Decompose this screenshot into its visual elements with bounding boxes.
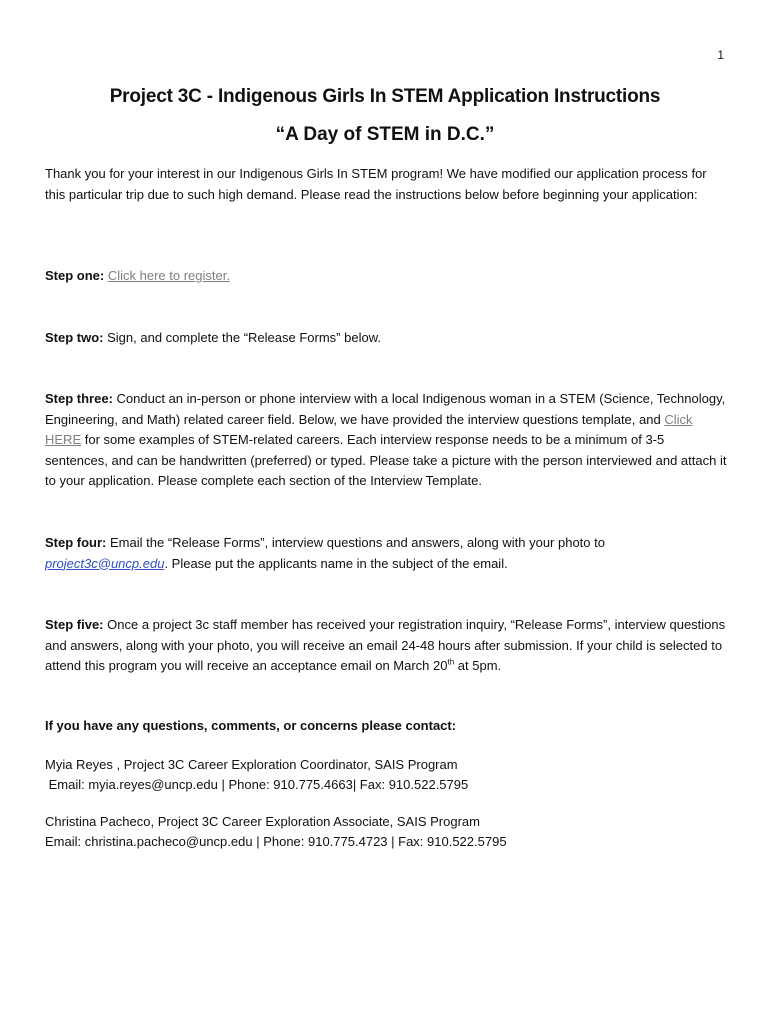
step-five	[45, 615, 730, 677]
step-one-label: Step one:	[45, 268, 105, 283]
step-three-text-after: for some examples of STEM-related careers. Each interview response needs to be a minimum of 3-5 sentences, and can be handwritten (preferred) or typed. Please take a picture with the person interviewed and attach it to your application. Please complete each section of the Interview Template.	[45, 432, 727, 488]
contact-block	[45, 755, 730, 794]
contact-details-line: Email: myia.reyes@uncp.edu | Phone: 910.775.4663| Fax: 910.522.5795	[45, 776, 469, 792]
step-one	[45, 266, 730, 287]
step-two-label: Step two:	[45, 330, 104, 345]
step-four	[45, 533, 730, 574]
page-title: Project 3C - Indigenous Girls In STEM Application Instructions	[109, 86, 661, 107]
contact-block	[45, 812, 730, 851]
step-five-text-before: Once a project 3c staff member has received your registration inquiry, “Release Forms”, interview questions and answers, along with your photo, you will receive an email 24-48 hours after submission. If your child is selected to attend this program you will receive an acceptance email on March 20	[45, 617, 726, 673]
contact-details-line: Email: christina.pacheco@uncp.edu | Phone: 910.775.4723 | Fax: 910.522.5795	[45, 833, 507, 849]
contact-heading: If you have any questions, comments, or concerns please contact:	[45, 718, 457, 733]
page-number: 1	[717, 48, 724, 62]
careers-link[interactable]: Click HERE	[45, 411, 693, 447]
contact-name-line: Myia Reyes , Project 3C Career Exploration Coordinator, SAIS Program	[45, 757, 458, 772]
contact-name-line: Christina Pacheco, Project 3C Career Exploration Associate, SAIS Program	[45, 814, 480, 829]
register-link[interactable]: Click here to register.	[107, 268, 230, 283]
email-link[interactable]: project3c@uncp.edu	[45, 555, 165, 571]
step-two	[45, 328, 730, 349]
step-five-text-after: at 5pm.	[454, 658, 502, 673]
step-three-text-before: Conduct an in-person or phone interview with a local Indigenous woman in a STEM (Science, Technology, Engineering, and Math) related career field. Below, we have provided the interview questions template, and	[45, 391, 726, 427]
step-five-label: Step five:	[45, 617, 104, 632]
step-four-text-before: Email the “Release Forms”, interview questions and answers, along with your photo to	[110, 535, 605, 550]
step-four-text-after: . Please put the applicants name in the subject of the email.	[164, 555, 508, 571]
step-three-label: Step three:	[45, 391, 113, 406]
step-two-text: Sign, and complete the “Release Forms” below.	[107, 330, 381, 345]
step-three	[45, 389, 730, 492]
superscript-th: th	[447, 657, 455, 667]
step-four-label: Step four:	[45, 535, 107, 550]
intro-paragraph: Thank you for your interest in our Indigenous Girls In STEM program! We have modified our application process for this particular trip due to such high demand. Please read the instructions below before beginning your application:	[45, 166, 707, 202]
page-subtitle: “A Day of STEM in D.C.”	[275, 124, 495, 145]
